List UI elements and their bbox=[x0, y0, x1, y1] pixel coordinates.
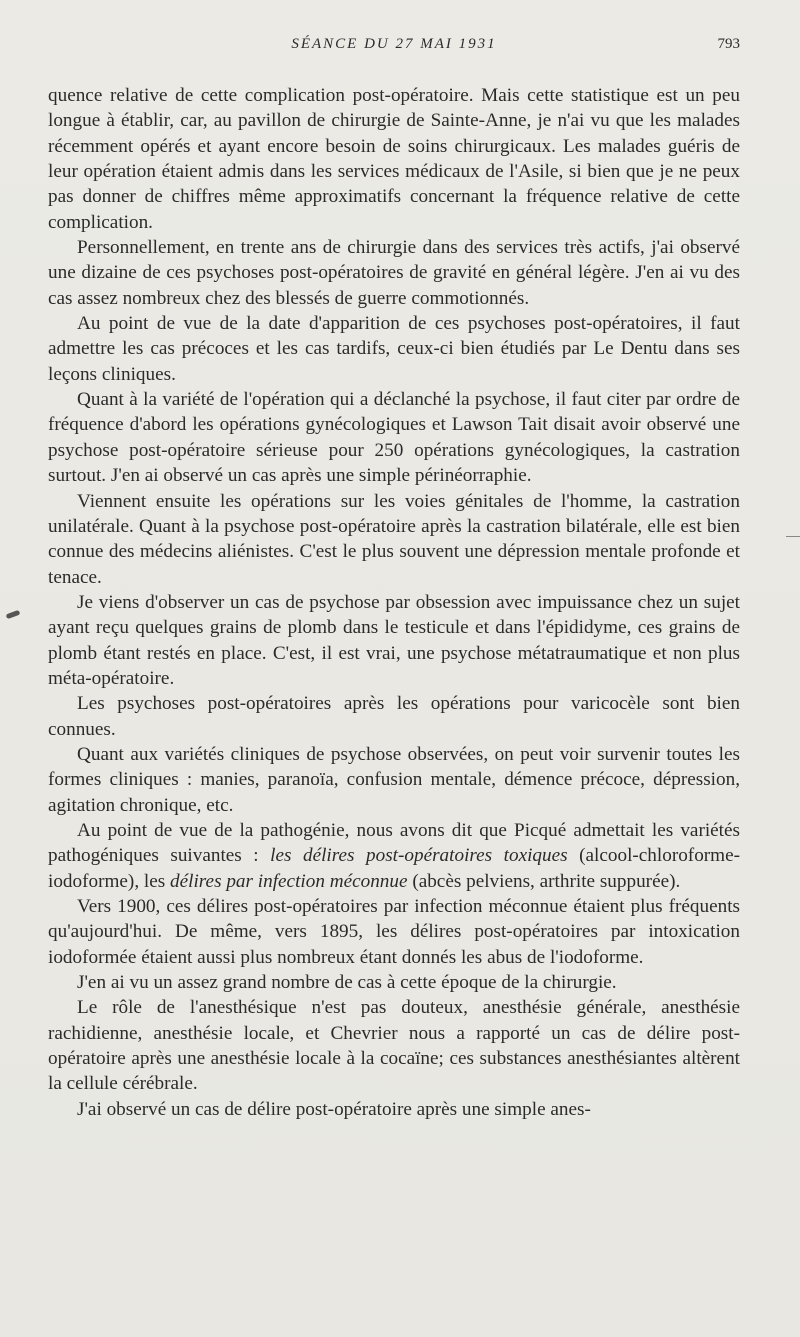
paragraph-text: Au point de vue de la pathogénie, nous avons dit que Picqué admettait les variétés pathogéniques suivantes : bbox=[48, 819, 740, 867]
paragraph: Je viens d'observer un cas de psychose par obsession avec impuissance chez un sujet ayant reçu quelques grains de plomb dans le testicule et dans l'épididyme, ces grains de plomb étant restés en place. C'est, il est vrai, une psychose métatraumatique et non plus méta-opératoire. bbox=[48, 591, 740, 689]
paragraph: quence relative de cette complication post-opératoire. Mais cette statistique est un peu longue à établir, car, au pavillon de chirurgie de Sainte-Anne, je n'ai vu que les malades récemment opérés et ayant encore besoin de soins chirurgicaux. Les malades guéris de leur opération étaient admis dans les services médicaux de l'Asile, si bien que je ne peux pas donner de chiffres même approximatifs concernant la fréquence relative de cette complication. bbox=[48, 85, 740, 233]
paragraph: Les psychoses post-opératoires après les opérations pour varicocèle sont bien connues. bbox=[48, 693, 740, 740]
paragraph-text: (abcès pelviens, arthrite suppurée). bbox=[407, 870, 681, 892]
paragraph: Personnellement, en trente ans de chirurgie dans des services très actifs, j'ai observé une dizaine de ces psychoses post-opératoires de gravité en général légère. J'en ai vu des cas assez nombreux chez des blessés de guerre commotionnés. bbox=[48, 237, 740, 309]
paragraph: Au point de vue de la date d'apparition de ces psychoses post-opératoires, il faut admettre les cas précoces et les cas tardifs, ceux-ci bien étudiés par Le Dentu dans ses leçons cliniques. bbox=[48, 313, 740, 385]
margin-mark bbox=[6, 610, 21, 619]
paragraph bbox=[48, 818, 740, 894]
paragraph: J'ai observé un cas de délire post-opératoire après une simple anes- bbox=[77, 1098, 591, 1120]
page-header bbox=[48, 36, 740, 62]
paragraph: J'en ai vu un assez grand nombre de cas à cette époque de la chirurgie. bbox=[77, 972, 617, 994]
paragraph: Vers 1900, ces délires post-opératoires par infection méconnue étaient plus fréquents qu'aujourd'hui. De même, vers 1895, les délires post-opératoires par intoxication iodoformée étaient aussi plus nombreux étant donnés les abus de l'iodoforme. bbox=[48, 896, 740, 968]
paragraph: Quant à la variété de l'opération qui a déclanché la psychose, il faut citer par ordre de fréquence d'abord les opérations gynécologiques et Lawson Tait disait avoir observé une psychose post-opératoire sérieuse pour 250 opérations gynécologiques, la castration surtout. J'en ai observé un cas après une simple périnéorraphie. bbox=[48, 389, 740, 487]
paragraph: Viennent ensuite les opérations sur les voies génitales de l'homme, la castration unilatérale. Quant à la psychose post-opératoire après la castration bilatérale, elle est bien connue des médecins aliénistes. C'est le plus souvent une dépression mentale profonde et tenace. bbox=[48, 490, 740, 588]
paragraph: Quant aux variétés cliniques de psychose observées, on peut voir survenir toutes les formes cliniques : manies, paranoïa, confusion mentale, démence précoce, dépression, agitation chronique, etc. bbox=[48, 743, 740, 816]
italic-phrase: les délires post-opératoires toxiques bbox=[270, 845, 568, 867]
margin-mark bbox=[786, 536, 800, 537]
paragraph-text: (alcool-chloroforme-iodoforme), les bbox=[48, 845, 741, 892]
paragraph: Le rôle de l'anesthésique n'est pas douteux, anesthésie générale, anesthésie rachidienne, anesthésie locale, et Chevrier nous a rapporté un cas de délire post-opératoire après une anesthésie locale à la cocaïne; ces substances anesthésiantes altèrent la cellule cérébrale. bbox=[48, 997, 740, 1095]
body-text bbox=[48, 83, 740, 1122]
running-head: SÉANCE DU 27 MAI 1931 bbox=[291, 36, 497, 52]
italic-phrase: délires par infection méconnue bbox=[170, 870, 408, 892]
page-number: 793 bbox=[717, 36, 740, 52]
